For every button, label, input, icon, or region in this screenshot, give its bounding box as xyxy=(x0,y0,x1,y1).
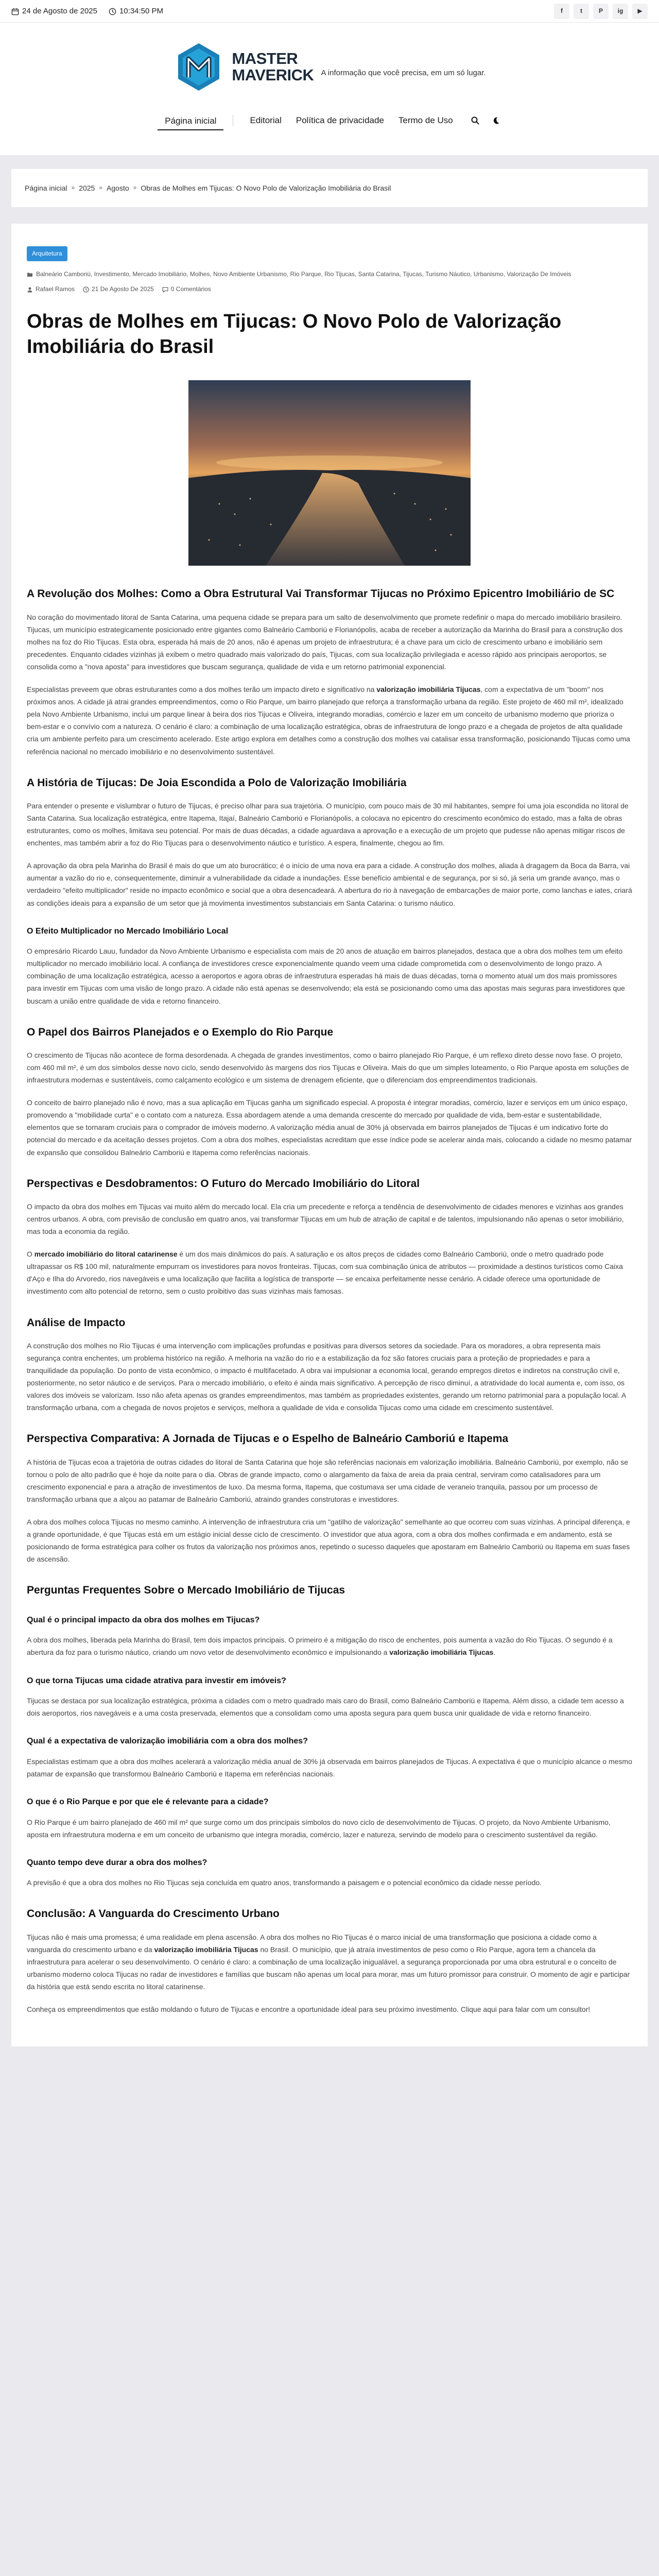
main-nav xyxy=(0,110,659,130)
search-icon xyxy=(471,116,479,125)
emphasis: valorização imobiliária Tijucas xyxy=(389,1648,494,1657)
section-heading: Perguntas Frequentes Sobre o Mercado Imobiliário de Tijucas xyxy=(27,1584,345,1597)
breadcrumb xyxy=(11,169,648,207)
paragraph: Especialistas estimam que a obra dos molhes acelerará a valorização média anual de 30% já observada em bairros planejados de Tijucas. A expectativa é que o município alcance o mesmo patamar de expansão que transformou Balneário Camboriú e Itapema em referências nacionais. xyxy=(27,1757,632,1778)
paragraph: A previsão é que a obra dos molhes no Rio Tijucas seja concluída em quatro anos, transformando a paisagem e o potencial econômico da cidade nesse período. xyxy=(27,1878,542,1887)
social-links xyxy=(554,4,648,19)
section-heading: Perspectiva Comparativa: A Jornada de Tijucas e o Espelho de Balneário Camboriú e Itapema xyxy=(27,1433,509,1445)
article-title: Obras de Molhes em Tijucas: O Novo Polo de Valorização Imobiliária do Brasil xyxy=(27,310,562,358)
breadcrumb-year[interactable]: 2025 xyxy=(79,183,95,192)
paragraph: O conceito de bairro planejado não é novo, mas a sua aplicação em Tijucas ganha um significado especial. A proposta é integrar moradias, comércio, lazer e serviços em um único espaço, promovendo a "mobilidade curta" e o contato com a natureza. Essa abordagem atende a uma demanda crescente do mercado por qualidade de vida, bem-estar e sustentabilidade, elementos que se tornaram cruciais para o comprador de imóveis moderno. A valorização média anual de 30% já observada em bairros planejados de Tijucas é um indicativo forte do potencial do mercado e da aceitação desses projetos. Com a obra dos molhes, especialistas acreditam que esse índice pode se acelerar ainda mais, colocando a cidade no mesmo patamar de expansão que consolidou Balneário Camboriú e Itapema como referências nacionais. xyxy=(27,1098,632,1157)
publish-date-text: 21 De Agosto De 2025 xyxy=(92,285,154,293)
section-heading: O que é o Rio Parque e por que ele é relevante para a cidade? xyxy=(27,1798,269,1807)
paragraph: Tijucas se destaca por sua localização estratégica, próxima a cidades com o metro quadrado mais caro do Brasil, como Balneário Camboriú e Itapema. Além disso, a cidade tem acesso a dois aeroportos, rios navegáveis e a uma costa preservada, elementos que a consolidam como uma aposta segura para quem busca unir qualidade de vida e retorno financeiro. xyxy=(27,1697,624,1718)
article-tags xyxy=(27,269,632,279)
breadcrumb-current: Obras de Molhes em Tijucas: O Novo Polo de Valorização Imobiliária do Brasil xyxy=(141,183,391,192)
user-icon xyxy=(27,286,33,293)
top-bar xyxy=(0,0,659,23)
clock-icon xyxy=(83,286,89,293)
emphasis: mercado imobiliário do litoral catarinense xyxy=(34,1250,178,1259)
time-text: 10:34:50 PM xyxy=(119,7,164,15)
moon-icon xyxy=(492,116,500,125)
paragraph: Tijucas não é mais uma promessa; é uma realidade em plena ascensão. A obra dos molhes no Rio Tijucas é o marco inicial de uma transformação que posiciona a cidade como a vanguarda do crescimento urbano e da valorização imobiliária Tijucas no Brasil. O município, que já atraía investimentos de peso como o Rio Parque, agora tem a chancela da infraestrutura para acelerar o seu desenvolvimento. O cenário é claro: a combinação de uma localização inigualável, a segurança proporcionada por uma obra estrutural e o conceito de urbanismo moderno coloca Tijucas no radar de investidores e famílias que buscam não apenas um local para morar, mas um futuro promissor para construir. O momento de agir e participar da história que está sendo escrita no litoral catarinense. xyxy=(27,1933,630,1991)
section-heading: O Efeito Multiplicador no Mercado Imobiliário Local xyxy=(27,926,229,936)
paragraph: Especialistas preveem que obras estruturantes como a dos molhes terão um impacto direto e significativo na valorização imobiliária Tijucas, com a expectativa de um "boom" nos próximos anos. A cidade já atrai grandes empreendimentos, como o Rio Parque, um bairro planejado que reforça a transformação urbana da região. Este projeto de 460 mil m², idealizado pela Novo Ambiente Urbanismo, inclui um parque linear à beira dos rios Tijucas e Oliveira, integrando moradias, comércio e lazer em um conceito de urbanismo moderno que prioriza o bem-estar e o convívio com a natureza. O cenário é claro: a combinação de uma localização estratégica, obras de infraestrutura de longo prazo e a chegada de projetos de alta qualidade cria um ambiente perfeito para um crescimento acelerado. Este artigo explora em detalhes como a construção dos molhes vai catalisar essa transformação, posicionando Tijucas como uma referência nacional no mercado imobiliário e no desenvolvimento sustentável. xyxy=(27,685,630,756)
section-heading: Quanto tempo deve durar a obra dos molhes? xyxy=(27,1858,207,1867)
tag-list[interactable]: Balneário Camboriú, Investimento, Mercado Imobiliário, Molhes, Novo Ambiente Urbanismo, Rio Parque, Rio Tijucas, Santa Catarina, Tijucas, Turismo Náutico, Urbanismo, Valorização De Imóveis xyxy=(36,270,571,278)
featured-image xyxy=(188,380,471,566)
section-heading: Qual é a expectativa de valorização imobiliária com a obra dos molhes? xyxy=(27,1737,308,1746)
folder-icon xyxy=(27,272,33,278)
section-heading: Análise de Impacto xyxy=(27,1316,126,1329)
category-badge[interactable]: Arquitetura xyxy=(27,246,67,261)
section-heading: Conclusão: A Vanguarda do Crescimento Urbano xyxy=(27,1908,280,1920)
search-button[interactable] xyxy=(470,115,481,126)
calendar-icon xyxy=(11,8,19,15)
breadcrumb-month[interactable]: Agosto xyxy=(107,183,129,192)
emphasis: valorização imobiliária Tijucas xyxy=(376,685,481,694)
comments-count: 0 Comentários xyxy=(170,285,211,293)
brand-name-line2: MAVERICK xyxy=(232,66,314,84)
brand[interactable] xyxy=(0,23,659,93)
section-heading: A Revolução dos Molhes: Como a Obra Estrutural Vai Transformar Tijucas no Próximo Epicentro Imobiliário de SC xyxy=(27,588,615,600)
comment-icon xyxy=(162,286,168,293)
section-heading: Perspectivas e Desdobramentos: O Futuro do Mercado Imobiliário do Litoral xyxy=(27,1177,420,1190)
author-name: Rafael Ramos xyxy=(36,285,75,293)
paragraph: O mercado imobiliário do litoral catarinense é um dos mais dinâmicos do país. A saturação e os altos preços de cidades como Balneário Camboriú, onde o metro quadrado pode ultrapassar os R$ 100 mil, naturalmente empurram os investidores para novos fronteiras. Tijucas, com sua combinação única de atributos — proximidade a destinos turísticos como Caixa d'Aço e Ilha do Arvoredo, rios navegáveis e uma localização que facilita a logística de transporte — se encaixa perfeitamente nesse cenário. A cidade oferece uma oportunidade de investimento com alto potencial de retorno, sem o custo proibitivo das suas vizinhas mais famosas. xyxy=(27,1250,623,1296)
chevron-right-icon: » xyxy=(133,184,137,192)
nav-editorial[interactable]: Editorial xyxy=(250,115,282,125)
twitter-link[interactable]: t xyxy=(574,4,589,19)
article-meta xyxy=(27,284,632,294)
logo-m-icon xyxy=(173,41,224,93)
site-header xyxy=(0,23,659,156)
paragraph: A obra dos molhes coloca Tijucas no mesmo caminho. A intervenção de infraestrutura cria um "gatilho de valorização" semelhante ao que ocorreu com suas vizinhas. A principal diferença, e a grande oportunidade, é que Tijucas está em um estágio inicial desse ciclo de crescimento. O investidor que atua agora, com a obra dos molhes confirmada e em andamento, está se posicionando de forma estratégica para colher os frutos da valorização nos próximos anos, repetindo o sucesso daqueles que apostaram em Balneário Camboriú ou Itapema em suas fases de ascensão. xyxy=(27,1518,630,1564)
paragraph: O crescimento de Tijucas não acontece de forma desordenada. A chegada de grandes investimentos, como o bairro planejado Rio Parque, é um reflexo direto desse novo fase. O projeto, com 460 mil m², é um dos símbolos desse novo ciclo, sendo desenvolvido às margens dos rios Tijucas e Oliveira. Mais do que um simples loteamento, o Rio Parque aposta em soluções de infraestrutura modernas e sustentáveis, como calçamento ecológico e um sistema de drenagem eficiente, que o diferenciam dos empreendimentos tradicionais. xyxy=(27,1050,629,1084)
paragraph: A história de Tijucas ecoa a trajetória de outras cidades do litoral de Santa Catarina que hoje são referências nacionais em valorização imobiliária. Balneário Camboriú, por exemplo, não se tornou o polo de alto padrão que é hoje da noite para o dia. Obras de grande impacto, como o alargamento da faixa de areia da praia central, serviram como catalisadores para um crescimento exponencial e para a atração de investimentos de luxo. Da mesma forma, Itapema, que costumava ser uma cidade de veraneio tranquila, passou por um processo de transformação urbana que a alçou ao patamar de Balneário Camboriú, atraindo grandes construtoras e investidores. xyxy=(27,1458,629,1504)
time-display xyxy=(109,5,163,18)
pinterest-link[interactable]: P xyxy=(593,4,609,19)
nav-terms[interactable]: Termo de Uso xyxy=(398,115,453,125)
chevron-right-icon: » xyxy=(99,184,103,192)
instagram-link[interactable]: ig xyxy=(613,4,628,19)
section-heading: O que torna Tijucas uma cidade atrativa para investir em imóveis? xyxy=(27,1676,286,1685)
brand-name-line1: MASTER xyxy=(232,49,298,68)
paragraph: O empresário Ricardo Lauu, fundador da Novo Ambiente Urbanismo e especialista com mais de 20 anos de atuação em bairros planejados, destaca que a obra dos molhes tem um efeito multiplicador no mercado imobiliário local. A confiança de investidores cresce exponencialmente quando veem uma cidade comprometida com o desenvolvimento de longo prazo. A combinação de uma localização estratégica, acesso a aeroportos e agora obras de infraestrutura esperadas há mais de duas décadas, torna o momento atual um dos mais promissores para investir em Tijucas com uma visão de longo prazo. A cidade não está apenas se desenvolvendo; ela está se posicionando como uma das apostas mais seguras para investidores que buscam a união entre qualidade de vida e retorno financeiro. xyxy=(27,947,625,1005)
dark-mode-toggle[interactable] xyxy=(490,115,501,126)
comments-link[interactable] xyxy=(162,284,211,294)
paragraph: A aprovação da obra pela Marinha do Brasil é mais do que um ato burocrático; é o início de uma nova era para a cidade. A construção dos molhes, aliada à dragagem da Boca da Barra, vai aumentar a vazão do rio e, consequentemente, diminuir a vulnerabilidade da cidade a inundações. Esse benefício ambiental e de segurança, por si só, já seria um grande avanço, mas o verdadeiro "efeito multiplicador" reside no impacto econômico e social que a obra desencadeará. A abertura do rio à navegação de embarcações de maior porte, como lanchas e iates, criará as condições ideais para a expansão de um setor que já movimenta investimentos substanciais em Santa Catarina: o turismo náutico. xyxy=(27,861,632,907)
date-display xyxy=(11,5,97,18)
paragraph: O impacto da obra dos molhes em Tijucas vai muito além do mercado local. Ela cria um precedente e reforça a tendência de desenvolvimento de cidades menores e vizinhas aos grandes centros urbanos. A obra, com previsão de conclusão em quatro anos, vai transformar Tijucas em um hub de atração de capital e de talentos, impulsionando não apenas o setor imobiliário, mas toda a economia da região. xyxy=(27,1202,624,1236)
site-tagline: A informação que você precisa, em um só lugar. xyxy=(321,69,486,77)
nav-home[interactable]: Página inicial xyxy=(158,111,223,130)
breadcrumb-home[interactable]: Página inicial xyxy=(25,183,67,192)
emphasis: valorização imobiliária Tijucas xyxy=(154,1945,258,1954)
nav-privacy-policy[interactable]: Política de privacidade xyxy=(296,115,384,125)
article xyxy=(11,224,648,2046)
section-heading: A História de Tijucas: De Joia Escondida a Polo de Valorização Imobiliária xyxy=(27,776,407,789)
chevron-right-icon: » xyxy=(71,184,75,192)
paragraph: A obra dos molhes, liberada pela Marinha do Brasil, tem dois impactos principais. O primeiro é a mitigação do risco de enchentes, pois aumenta a vazão do Rio Tijucas. O segundo é a abertura da foz para o turismo náutico, criando um novo vetor de desenvolvimento econômico e impulsionando a valorização imobiliária Tijucas. xyxy=(27,1636,613,1657)
author[interactable] xyxy=(27,284,75,294)
clock-icon xyxy=(109,8,116,15)
paragraph: A construção dos molhes no Rio Tijucas é uma intervenção com implicações profundas e positivas para diversos setores da sociedade. Para os moradores, a obra representa mais segurança contra enchentes, um problema histórico na região. A melhoria na vazão do rio e a estabilização da foz são fatores cruciais para a proteção de propriedades e para a tranquilidade da população. Do ponto de vista econômico, o impacto é multifacetado. A obra vai impulsionar a economia local, gerando empregos diretos e indiretos na construção civil e, posteriormente, no setor náutico e de serviços. Para o mercado imobiliário, o efeito é ainda mais significativo. A percepção de risco diminuí, a atratividade do local aumenta e, com isso, os valores dos imóveis se valorizam. Isso não afeta apenas os grandes empreendimentos, mas também as propriedades existentes, gerando um retorno patrimonial para a população local. A transformação urbana, com a chegada de novos projetos e serviços, melhora a qualidade de vida e consolida Tijucas como uma cidade em crescimento sustentável. xyxy=(27,1341,626,1412)
paragraph: No coração do movimentado litoral de Santa Catarina, uma pequena cidade se prepara para um salto de desenvolvimento que promete redefinir o mapa do mercado imobiliário brasileiro. Tijucas, um município estrategicamente posicionado entre gigantes como Balneário Camboriú e Florianópolis, acaba de receber a autorização da Marinha do Brasil para a construção dos molhes na foz do Rio Tijucas. Esta obra, esperada há mais de 20 anos, não é apenas um projeto de infraestrutura; é a chave para um ciclo de crescimento urbano e imobiliário sem precedentes. Enquanto cidades vizinhas já exibem o metro quadrado mais valorizado do país, Tijucas, com sua localização privilegiada e acesso rápido aos principais aeroportos, se consolida como a "nova aposta" para investidores que buscam segurança, qualidade de vida e um retorno patrimonial exponencial. xyxy=(27,613,623,671)
section-heading: O Papel dos Bairros Planejados e o Exemplo do Rio Parque xyxy=(27,1026,334,1038)
date-text: 24 de Agosto de 2025 xyxy=(22,7,97,15)
paragraph: Para entender o presente e vislumbrar o futuro de Tijucas, é preciso olhar para sua trajetória. O município, com pouco mais de 30 mil habitantes, sempre foi uma joia escondida no litoral de Santa Catarina. Sua localização estratégica, entre Itapema, Itajaí, Balneário Camboriú e Florianópolis, a colocava no epicentro do crescimento econômico do estado, mas a falta de obras estruturantes, como os molhes, limitava seu potencial. Por mais de duas décadas, a cidade aguardava a aprovação e a execução de um projeto que pudesse não apenas mitigar riscos de enchentes, mas também abrir a foz do Rio Tijucas para o desenvolvimento náutico e turístico. A espera, finalmente, chegou ao fim. xyxy=(27,801,629,848)
paragraph: O Rio Parque é um bairro planejado de 460 mil m² que surge como um dos principais símbolos do novo ciclo de desenvolvimento de Tijucas. O projeto, da Novo Ambiente Urbanismo, aposta em infraestrutura moderna e em um conceito de urbanismo que integra moradia, comércio, lazer e natureza, servindo de modelo para o crescimento sustentável da região. xyxy=(27,1818,611,1839)
youtube-link[interactable]: ▶ xyxy=(632,4,648,19)
publish-date xyxy=(83,284,154,294)
section-heading: Qual é o principal impacto da obra dos molhes em Tijucas? xyxy=(27,1615,260,1624)
facebook-link[interactable]: f xyxy=(554,4,569,19)
article-body xyxy=(27,586,632,2015)
paragraph: Conheça os empreendimentos que estão moldando o futuro de Tijucas e encontre a oportunidade ideal para seu próximo investimento. Clique aqui para falar com um consultor! xyxy=(27,2005,591,2014)
